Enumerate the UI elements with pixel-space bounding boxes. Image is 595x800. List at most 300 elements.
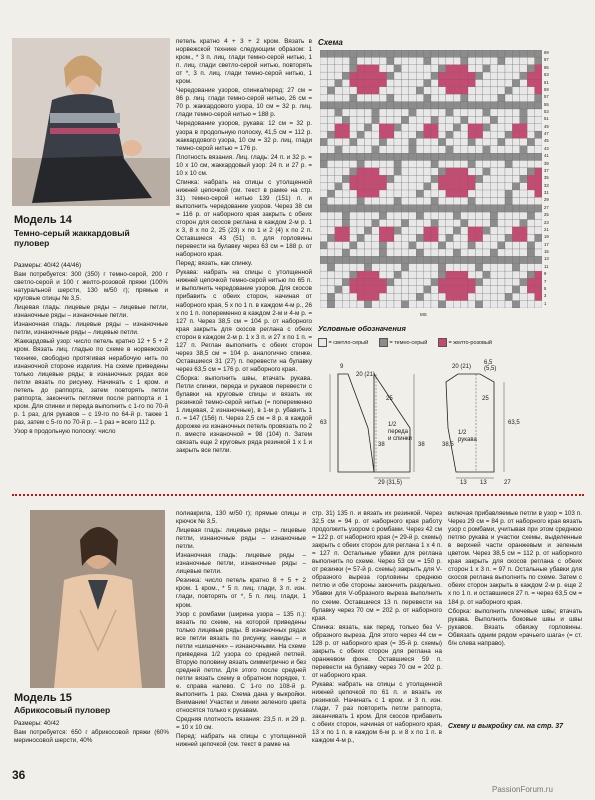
schema-cell [394,197,401,204]
schema-cell [431,197,438,204]
schema-cell [364,168,371,175]
schema-cell [535,50,542,57]
schema-cell [409,286,416,293]
schema-cell [350,242,357,249]
schema-cell [350,87,357,94]
schema-cell [342,168,349,175]
legend-dark: = темно-серый [389,339,428,346]
schema-cell [527,234,534,241]
schema-cell [357,175,364,182]
schema-cell [327,234,334,241]
schema-cell [461,138,468,145]
schema-cell [350,183,357,190]
schema-cell [364,286,371,293]
schema-cell [461,50,468,57]
schema-cell [490,72,497,79]
schema-cell [342,234,349,241]
schema-cell [527,161,534,168]
schema-cell [424,102,431,109]
schema-cell [461,72,468,79]
schema-cell [527,65,534,72]
schema-cell [327,175,334,182]
dim-sleeve-5: 38,5 [442,442,454,448]
schema-cell [335,220,342,227]
schema-cell [320,116,327,123]
schema-cell [527,227,534,234]
schema-cell [372,227,379,234]
schema-cell [505,116,512,123]
schema-cell [364,190,371,197]
schema-cell [527,256,534,263]
schema-cell [512,87,519,94]
m14-mid-6: Рукава: набрать на спицы с утолщенной нижней цепочкой темно-серой нитью по 65 п. и выполнить чередование узоров. Для скосов прибавить с обеих сторон, начиная от наборного края, 5 х по 1 п. в каждом 4-м р., 26 х по 1 п. попеременно в каждом 2-м и 4-м р. = 127 п. Через 38,5 см = 104 р. от наборного края закрыть для скосов реглана с обеих сторон в каждом 2-м р. 1 х 3 п. и 27 х по 1 п. = 127 п. Реглан выполнить с обеих сторон через 38,5 см = 104 р. аналогично спинке. Оставшиеся 31 (27) п. перевести на булавку через 63,5 см = 176 р. от наборного края. [176,269,313,373]
schema-cell [335,183,342,190]
schema-cell [438,161,445,168]
schema-cell [483,227,490,234]
row-number: 63 [544,72,549,78]
schema-cell [394,57,401,64]
schema-cell [520,87,527,94]
row-number: 27 [544,204,549,210]
schema-cell [357,80,364,87]
schema-cell [409,131,416,138]
schema-cell [350,57,357,64]
schema-cell [431,271,438,278]
schema-cell [498,72,505,79]
m15-c1-0: полиакрила, 130 м/50 г); прямые спицы и крючок № 3,5. [176,510,306,526]
schema-cell [416,249,423,256]
schema-cell [342,293,349,300]
schema-cell [409,50,416,57]
schema-cell [320,279,327,286]
schema-cell [505,242,512,249]
schema-cell [490,256,497,263]
schema-cell [379,220,386,227]
schema-cell [498,124,505,131]
schema-cell [394,124,401,131]
schema-cell [379,72,386,79]
schema-cell [505,153,512,160]
schema-cell [342,161,349,168]
schema-cell [475,242,482,249]
schema-cell [327,94,334,101]
schema-cell [409,80,416,87]
schema-cell [490,227,497,234]
schema-cell [498,183,505,190]
schema-cell [512,65,519,72]
schema-cell [438,116,445,123]
schema-cell [483,161,490,168]
schema-cell [527,183,534,190]
schema-cell [431,50,438,57]
schema-cell [438,109,445,116]
schema-cell [401,227,408,234]
schema-cell [327,205,334,212]
schema-cell [490,124,497,131]
schema-cell [505,102,512,109]
schema-cell [453,131,460,138]
schema-cell [409,264,416,271]
schema-cell [364,264,371,271]
schema-cell [512,212,519,219]
schema-cell [483,153,490,160]
schema-cell [438,72,445,79]
schema-cell [387,131,394,138]
row-number: 11 [544,263,549,269]
schema-cell [364,183,371,190]
schema-cell [468,57,475,64]
schema-cell [394,153,401,160]
schema-cell [327,197,334,204]
schema-cell [401,87,408,94]
schema-cell [475,271,482,278]
schema-cell [527,220,534,227]
schema-cell [320,102,327,109]
schema-cell [475,205,482,212]
schema-cell [424,286,431,293]
schema-cell [490,286,497,293]
schema-cell [394,116,401,123]
schema-cell [401,161,408,168]
schema-cell [431,109,438,116]
schema-cell [438,301,445,308]
row-number: 9 [544,271,547,277]
schema-cell [372,57,379,64]
schema-cell [379,205,386,212]
schema-cell [520,293,527,300]
schema-cell [364,227,371,234]
schema-cell [498,131,505,138]
schema-cell [401,138,408,145]
schema-cell [446,131,453,138]
schema-cell [512,124,519,131]
schema-cell [461,242,468,249]
schema-cell [505,161,512,168]
schema-cell [379,87,386,94]
schema-cell [327,50,334,57]
dim-sleeve-7: 13 [480,480,487,486]
schema-cell [350,175,357,182]
schema-cell [498,227,505,234]
schema-cell [535,286,542,293]
schema-cell [416,197,423,204]
schema-cell [320,227,327,234]
schema-cell [475,94,482,101]
schema-cell [446,65,453,72]
schema-cell [320,205,327,212]
schema-cell [483,197,490,204]
schema-cell [320,190,327,197]
schema-cell [401,242,408,249]
schema-cell [498,161,505,168]
schema-cell [394,94,401,101]
schema-cell [446,301,453,308]
schema-cell [372,80,379,87]
schema-cell [535,80,542,87]
schema-cell [394,242,401,249]
schema-cell [520,271,527,278]
schema-cell [431,234,438,241]
schema-cell [364,57,371,64]
schema-cell [527,94,534,101]
row-number: 25 [544,212,549,218]
m15-c1-1: Лицевая гладь: лицевые ряды – лицевые петли, изнаночные ряды – изнаночные петли. [176,527,306,551]
schema-cell [520,256,527,263]
schema-cell [490,205,497,212]
schema-cell [505,286,512,293]
schema-cell [372,116,379,123]
schema-cell [453,138,460,145]
schema-cell [372,87,379,94]
schema-cell [520,146,527,153]
row-number: 29 [544,197,549,203]
schema-grid [318,48,558,316]
schema-cell [527,124,534,131]
dim-sleeve-0: 20 (21) [452,364,472,370]
schema-cell [387,242,394,249]
schema-cell [342,212,349,219]
schema-cell [424,293,431,300]
schema-cell [468,131,475,138]
schema-cell [335,87,342,94]
schema-cell [520,138,527,145]
schema-cell [475,249,482,256]
schema-cell [512,249,519,256]
schema-cell [379,293,386,300]
schema-cell [512,116,519,123]
schema-cell [505,124,512,131]
schema-cell [520,109,527,116]
schema-cell [394,146,401,153]
schema-cell [512,301,519,308]
schema-cell [468,65,475,72]
schema-cell [335,242,342,249]
schema-cell [483,80,490,87]
schema-cell [394,102,401,109]
schema-cell [357,116,364,123]
schema-cell [327,264,334,271]
schema-cell [372,242,379,249]
row-number: 51 [544,116,549,122]
schema-cell [520,57,527,64]
schema-cell [490,301,497,308]
schema-cell [372,72,379,79]
schema-cell [409,256,416,263]
m14-mid-7: Сборка: выполнить швы, втачать рукава. Петли спинки, переда и рукавов перевести с булавки на круговые спицы и вязать их резинкой темно-серой нитью (= попеременно 1 лицевая, 2 изнаночные), в 1-м р. убавить 1 п. = 147 (156) п. Через 2,5 см = 8 р. в каждой дорожке из изнаночных петель провязать по 2 п. вместе изнаночной = 98 (104) п. Затем связать еще 2 круговых ряда резинкой 1 х 1 и закрыть все петли. [176,374,312,455]
schema-cell [535,153,542,160]
schema-cell [535,138,542,145]
schema-cell [364,234,371,241]
row-number: 15 [544,249,549,254]
schema-cell [438,57,445,64]
model14-header [14,214,164,248]
schema-cell [401,293,408,300]
schema-cell [357,50,364,57]
schema-cell [350,293,357,300]
schema-cell [416,153,423,160]
schema-cell [468,80,475,87]
schema-cell [431,138,438,145]
schema-cell [498,301,505,308]
schema-cell [416,102,423,109]
legend-pink: = желто-розовый [448,339,492,346]
schema-cell [401,168,408,175]
schema-cell [387,146,394,153]
schema-cell [535,249,542,256]
schema-cell [327,124,334,131]
schema-cell [335,197,342,204]
schema-cell [505,72,512,79]
schema-cell [498,80,505,87]
schema-cell [512,94,519,101]
schema-cell [401,205,408,212]
schema-cell [446,183,453,190]
row-number: 59 [544,86,549,92]
m15-c2-1: Спинка: вязать, как перед, только без V-образного выреза. Для этого через 44 см = 128 р. от наборного края (= 35-й р. схемы) закрыть с обеих сторон для реглана на оранжевом фоне. Оставшиеся 59 п. перевести на булавку через 70 см = 202 р. от наборного края. [312,623,442,679]
schema-cell [364,212,371,219]
schema-cell [387,109,394,116]
schema-cell [401,279,408,286]
schema-cell [475,153,482,160]
schema-cell [379,286,386,293]
schema-cell [438,249,445,256]
schema-cell [468,124,475,131]
schema-cell [498,175,505,182]
schema-cell [483,190,490,197]
schema-cell [342,242,349,249]
schema-cell [527,286,534,293]
schema-cell [512,109,519,116]
schema-cell [490,87,497,94]
schema-cell [401,249,408,256]
schema-cell [446,153,453,160]
schema-cell [357,138,364,145]
schema-cell [520,197,527,204]
schema-cell [320,220,327,227]
schema-cell [335,301,342,308]
schema-cell [453,50,460,57]
row-number: 67 [544,57,549,63]
schema-cell [453,205,460,212]
schema-cell [409,168,416,175]
schema-cell [416,50,423,57]
schema-cell [498,65,505,72]
schema-cell [320,109,327,116]
schema-reference-note: Схему и выкройку см. на стр. 37 [448,723,564,730]
back-piece-label: 1/2 переда и спинки [388,422,412,442]
schema-cell [535,72,542,79]
schema-cell [357,227,364,234]
schema-cell [409,249,416,256]
schema-cell [416,279,423,286]
schema-cell [342,286,349,293]
schema-cell [327,286,334,293]
schema-cell [401,220,408,227]
schema-cell [512,50,519,57]
schema-cell [387,116,394,123]
schema-cell [483,50,490,57]
schema-cell [401,50,408,57]
schema-cell [394,249,401,256]
schema-cell [424,57,431,64]
schema-cell [320,286,327,293]
schema-cell [483,124,490,131]
schema-cell [453,256,460,263]
schema-cell [527,168,534,175]
schema-cell [357,124,364,131]
schema-cell [379,175,386,182]
schema-cell [372,234,379,241]
schema-cell [453,65,460,72]
schema-cell [498,116,505,123]
schema-cell [438,146,445,153]
page-number: 36 [12,768,26,782]
schema-cell [424,301,431,308]
row-number: 47 [544,131,549,137]
row-number: 49 [544,123,549,129]
schema-cell [342,279,349,286]
schema-cell [394,264,401,271]
schema-cell [453,161,460,168]
row-number: 5 [544,285,547,291]
schema-cell [453,271,460,278]
schema-cell [357,242,364,249]
schema-cell [505,197,512,204]
schema-cell [394,227,401,234]
schema-cell [416,175,423,182]
schema-cell [505,256,512,263]
schema-cell [424,175,431,182]
schema-cell [364,175,371,182]
schema-cell [372,168,379,175]
schema-cell [357,131,364,138]
schema-cell [320,234,327,241]
schema-cell [409,57,416,64]
schema-cell [461,124,468,131]
schema-cell [527,212,534,219]
schema-cell [505,293,512,300]
schema-cell [401,80,408,87]
schema-cell [409,109,416,116]
schema-cell [424,264,431,271]
schema-cell [505,146,512,153]
schema-cell [438,168,445,175]
schema-cell [475,256,482,263]
schema-cell [490,65,497,72]
schema-cell [498,190,505,197]
schema-cell [475,264,482,271]
schema-cell [461,116,468,123]
schema-cell [490,264,497,271]
schema-cell [490,146,497,153]
schema-cell [320,57,327,64]
schema-cell [475,175,482,182]
schema-cell [401,146,408,153]
schema-cell [379,57,386,64]
schema-cell [357,279,364,286]
schema-cell [431,212,438,219]
m15-c1-6: Перед: набрать на спицы с утолщенной нижней цепочкой (см. текст в рамке на [176,733,306,749]
schema-cell [453,234,460,241]
schema-cell [379,271,386,278]
schema-cell [394,256,401,263]
schema-cell [475,286,482,293]
schema-cell [453,102,460,109]
schema-cell [527,249,534,256]
schema-cell [498,109,505,116]
schema-cell [446,146,453,153]
dim-back-5: 38 [418,442,425,448]
